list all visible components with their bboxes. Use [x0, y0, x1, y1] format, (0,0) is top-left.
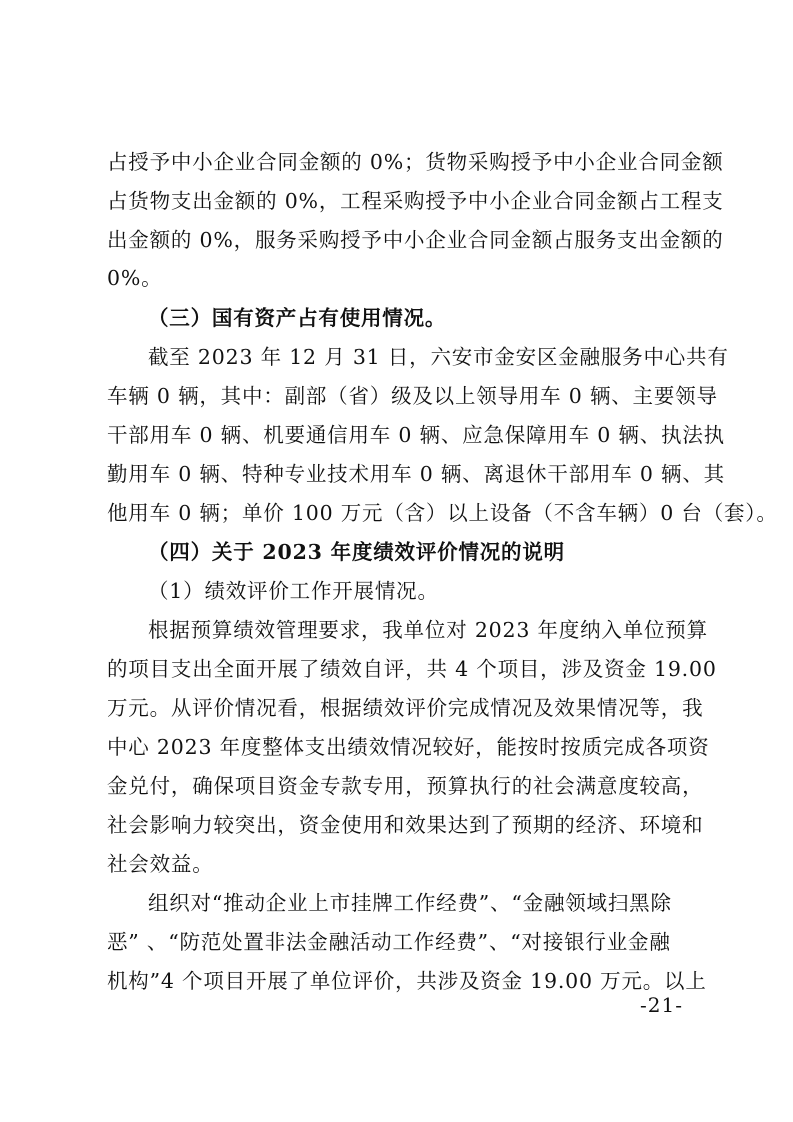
- section-heading-performance: （四）关于 2023 年度绩效评价情况的说明: [148, 540, 565, 564]
- section-heading-assets: （三）国有资产占有使用情况。: [148, 306, 447, 330]
- page-number: -21-: [640, 993, 683, 1017]
- paragraph-line: 截至 2023 年 12 月 31 日，六安市金安区金融服务中心共有: [148, 345, 729, 369]
- paragraph-line: 恶” 、“防范处置非法金融活动工作经费”、“对接银行业金融: [107, 930, 671, 954]
- paragraph-line: 勤用车 0 辆、特种专业技术用车 0 辆、离退休干部用车 0 辆、其: [107, 462, 725, 486]
- paragraph-line: 他用车 0 辆；单价 100 万元（含）以上设备（不含车辆）0 台（套）。: [107, 501, 778, 525]
- paragraph-line: 占授予中小企业合同金额的 0%；货物采购授予中小企业合同金额: [107, 150, 724, 174]
- paragraph-line: 社会效益。: [107, 852, 214, 876]
- paragraph-line: 组织对“推动企业上市挂牌工作经费”、“金融领域扫黑除: [148, 891, 672, 915]
- paragraph-line: 占货物支出金额的 0%，工程采购授予中小企业合同金额占工程支: [107, 189, 724, 213]
- paragraph-line: 0%。: [107, 266, 163, 290]
- paragraph-line: 的项目支出全面开展了绩效自评，共 4 个项目，涉及资金 19.00: [107, 657, 717, 681]
- paragraph-line: 根据预算绩效管理要求，我单位对 2023 年度纳入单位预算: [148, 618, 708, 642]
- paragraph-line: 机构”4 个项目开展了单位评价，共涉及资金 19.00 万元。以上: [107, 969, 707, 993]
- paragraph-line: 社会影响力较突出，资金使用和效果达到了预期的经济、环境和: [107, 813, 704, 837]
- paragraph-line: 干部用车 0 辆、机要通信用车 0 辆、应急保障用车 0 辆、执法执: [107, 423, 725, 447]
- subsection-heading: （1）绩效评价工作开展情况。: [148, 579, 439, 603]
- paragraph-line: 万元。从评价情况看，根据绩效评价完成情况及效果情况等，我: [107, 696, 704, 720]
- paragraph-line: 出金额的 0%，服务采购授予中小企业合同金额占服务支出金额的: [107, 228, 724, 252]
- paragraph-line: 车辆 0 辆，其中：副部（省）级及以上领导用车 0 辆、主要领导: [107, 384, 718, 408]
- paragraph-line: 金兑付，确保项目资金专款专用，预算执行的社会满意度较高，: [107, 774, 704, 798]
- paragraph-line: 中心 2023 年度整体支出绩效情况较好，能按时按质完成各项资: [107, 735, 710, 759]
